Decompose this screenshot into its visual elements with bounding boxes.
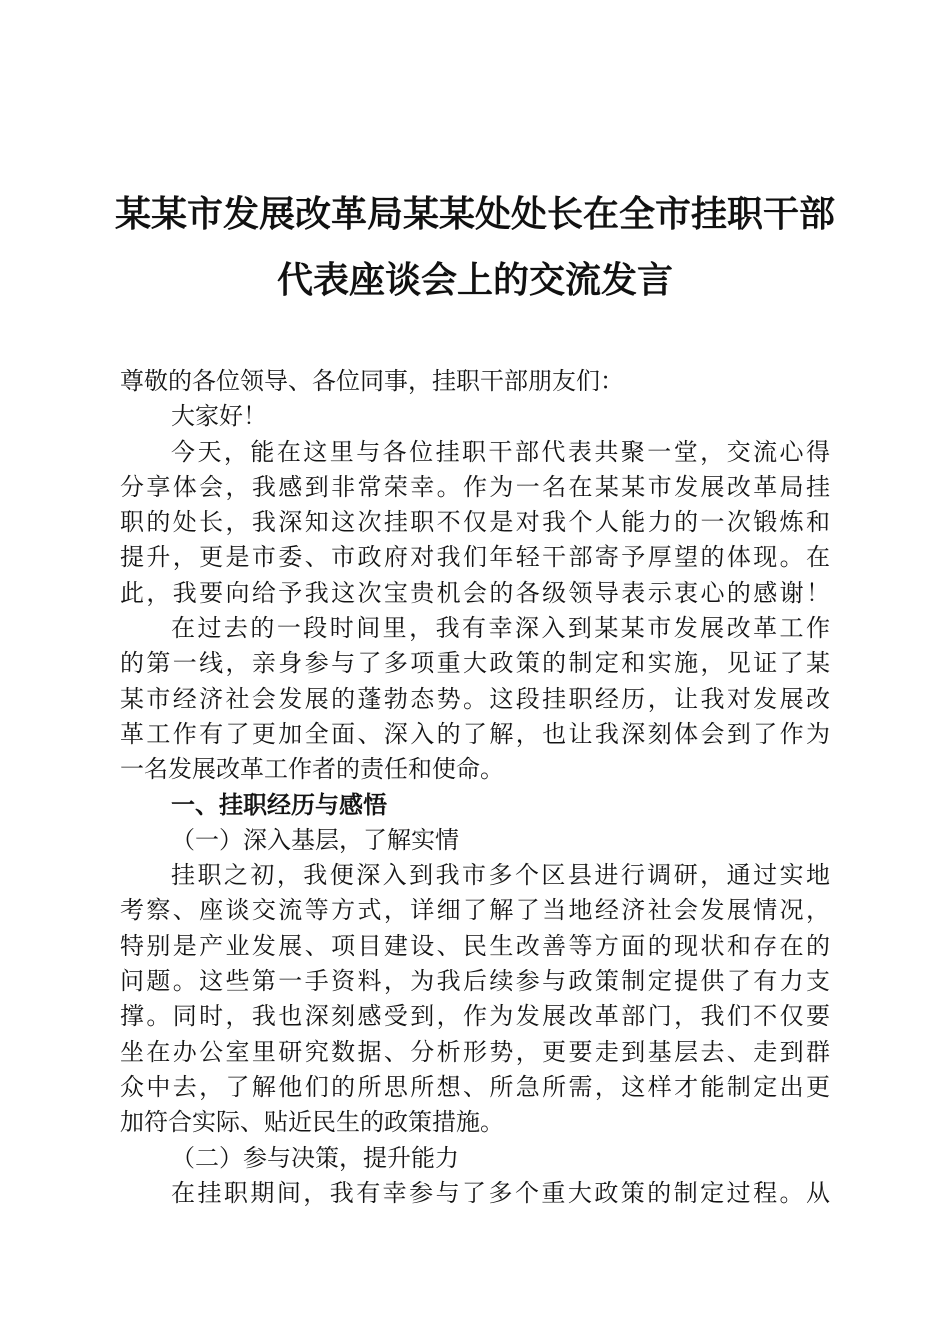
paragraph-1-line: 提升，更是市委、市政府对我们年轻干部寄予厚望的体现。在 <box>120 543 830 572</box>
paragraph-1-line: 职的处长，我深知这次挂职不仅是对我个人能力的一次锻炼和 <box>120 508 830 537</box>
paragraph-1-line: 分享体会，我感到非常荣幸。作为一名在某某市发展改革局挂 <box>120 472 830 501</box>
paragraph-3-line: 众中去，了解他们的所思所想、所急所需，这样才能制定出更 <box>120 1072 830 1101</box>
paragraph-3-line: 加符合实际、贴近民生的政策措施。 <box>120 1108 504 1137</box>
document-title-line-2: 代表座谈会上的交流发言 <box>276 259 673 301</box>
paragraph-2-line: 革工作有了更加全面、深入的了解，也让我深刻体会到了作为 <box>120 719 830 748</box>
paragraph-3-line: 挂职之初，我便深入到我市多个区县进行调研，通过实地 <box>171 861 830 890</box>
greeting: 大家好！ <box>171 402 267 431</box>
document-title-line-1: 某某市发展改革局某某处处长在全市挂职干部 <box>114 193 835 235</box>
paragraph-2-line: 的第一线，亲身参与了多项重大政策的制定和实施，见证了某 <box>120 649 830 678</box>
paragraph-3-line: 坐在办公室里研究数据、分析形势，更要走到基层去、走到群 <box>120 1037 830 1066</box>
paragraph-2-line: 一名发展改革工作者的责任和使命。 <box>120 755 504 784</box>
paragraph-3-line: 特别是产业发展、项目建设、民生改善等方面的现状和存在的 <box>120 931 830 960</box>
paragraph-1-line: 今天，能在这里与各位挂职干部代表共聚一堂，交流心得 <box>171 437 830 466</box>
paragraph-4-line: 在挂职期间，我有幸参与了多个重大政策的制定过程。从 <box>171 1178 830 1207</box>
paragraph-1-line: 此，我要向给予我这次宝贵机会的各级领导表示衷心的感谢！ <box>120 578 830 607</box>
salutation: 尊敬的各位领导、各位同事，挂职干部朋友们： <box>120 367 624 395</box>
section-heading: 一、挂职经历与感悟 <box>171 790 387 819</box>
subsection-heading: （一）深入基层，了解实情 <box>171 825 459 854</box>
paragraph-2-line: 某市经济社会发展的蓬勃态势。这段挂职经历，让我对发展改 <box>120 684 830 713</box>
paragraph-3-line: 撑。同时，我也深刻感受到，作为发展改革部门，我们不仅要 <box>120 1002 830 1031</box>
paragraph-3-line: 考察、座谈交流等方式，详细了解了当地经济社会发展情况， <box>120 896 830 925</box>
paragraph-2-line: 在过去的一段时间里，我有幸深入到某某市发展改革工作 <box>171 614 830 643</box>
subsection-heading: （二）参与决策，提升能力 <box>171 1143 459 1172</box>
paragraph-3-line: 问题。这些第一手资料，为我后续参与政策制定提供了有力支 <box>120 967 830 996</box>
document-body <box>120 364 830 1211</box>
